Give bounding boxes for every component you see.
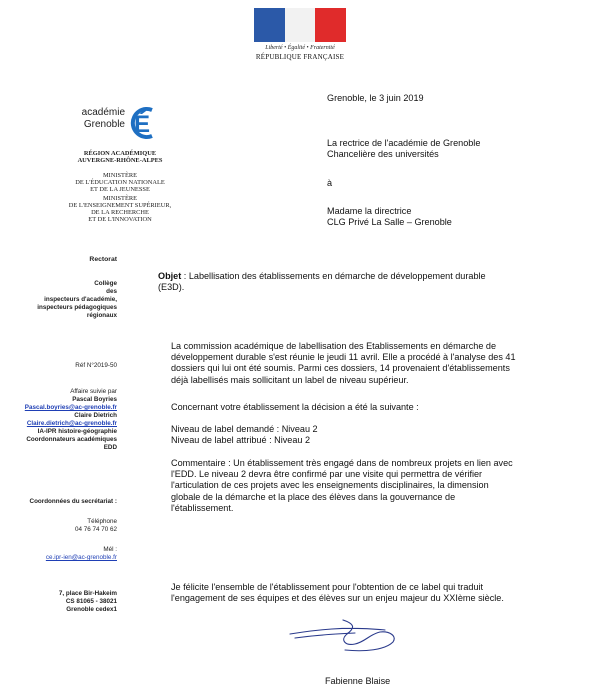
secretariat-label: Coordonnées du secrétariat : bbox=[29, 498, 117, 505]
sender-line: Chancelière des universités bbox=[327, 149, 439, 160]
region-academique bbox=[60, 150, 180, 164]
college-line: inspecteurs d'académie, bbox=[44, 296, 117, 303]
contact-role: EDD bbox=[103, 444, 117, 451]
ministry-line: ET DE L'INNOVATION bbox=[88, 216, 152, 223]
contact-name: Pascal Boyries bbox=[72, 396, 117, 403]
academy-logo-line2: Grenoble bbox=[83, 119, 125, 130]
paragraph-line: l'établissement. bbox=[171, 502, 234, 513]
paragraph-line: globale de la démarche et la place des élèves dans la gouvernance de bbox=[171, 491, 456, 502]
paragraph-line: dossiers qui lui ont été soumis. Parmi ces dossiers, 14 provenaient d'établissements bbox=[171, 363, 510, 374]
republic-name: RÉPUBLIQUE FRANÇAISE bbox=[255, 53, 345, 61]
objet-block bbox=[158, 271, 486, 293]
college-block bbox=[0, 280, 117, 320]
region-line: AUVERGNE-RHÔNE-ALPES bbox=[77, 157, 163, 164]
recipient-block bbox=[327, 206, 452, 228]
recipient-line: Madame la directrice bbox=[327, 206, 412, 216]
academy-logo-letter: É bbox=[134, 111, 151, 138]
contact-email-link[interactable]: Claire.dietrich@ac-grenoble.fr bbox=[26, 420, 117, 427]
paragraph-line: l'engagement de ses équipes et des élèves sur un enjeu majeur du XXIème siècle. bbox=[171, 593, 504, 604]
mail-label: Mél : bbox=[103, 546, 117, 553]
ministry-line: ET DE LA JEUNESSE bbox=[90, 186, 150, 193]
marianne-flag-icon bbox=[254, 8, 346, 42]
paragraph-line: La commission académique de labellisation des Etablissements en démarche de bbox=[171, 341, 497, 351]
paragraph-congratulations bbox=[171, 582, 504, 604]
ministry-line: DE LA RECHERCHE bbox=[91, 209, 149, 216]
paragraph-line: Commentaire : Un établissement très engagé dans de nombreux projets en lien avec bbox=[171, 458, 513, 468]
phone-number: 04 76 74 70 62 bbox=[74, 526, 117, 533]
contact-name: Claire Dietrich bbox=[74, 412, 117, 419]
ministry-line: DE L'ENSEIGNEMENT SUPÉRIEUR, bbox=[68, 202, 172, 209]
academy-logo-line1: académie bbox=[81, 107, 125, 118]
objet-label: Objet bbox=[158, 271, 182, 281]
college-line: régionaux bbox=[86, 312, 117, 319]
paragraph-decision: Concernant votre établissement la décision a été la suivante : bbox=[171, 402, 419, 412]
secretariat-email-link[interactable]: ce.ipr-ien@ac-grenoble.fr bbox=[45, 554, 117, 561]
to-word: à bbox=[327, 178, 333, 188]
contact-role: Coordonnateurs académiques bbox=[26, 436, 117, 443]
contact-role: IA-IPR histoire-géographie bbox=[37, 428, 117, 435]
sender-line: La rectrice de l'académie de Grenoble bbox=[327, 138, 481, 148]
paragraph-line: l'articulation de ces projets avec les enseignements disciplinaires, la dimension bbox=[171, 480, 489, 491]
paragraph-line: déjà labellisés mais sollicitant un label de niveau supérieur. bbox=[171, 374, 409, 385]
affaire-label: Affaire suivie par bbox=[70, 388, 117, 395]
objet-text: : Labellisation des établissements en démarche de développement durable bbox=[181, 271, 486, 281]
academie-grenoble-logo bbox=[81, 96, 165, 146]
paragraph-commission bbox=[171, 341, 516, 386]
reference-number: Réf N°2019-50 bbox=[75, 362, 117, 369]
college-line: Collège bbox=[94, 280, 117, 287]
handwritten-signature bbox=[285, 616, 405, 656]
paragraph-line: Je félicite l'ensemble de l'établissement pour l'obtention de ce label qui traduit bbox=[171, 582, 484, 592]
address-line: CS 81065 - 38021 bbox=[65, 598, 117, 605]
letter-date: Grenoble, le 3 juin 2019 bbox=[327, 93, 424, 103]
college-line: inspecteurs pédagogiques bbox=[37, 304, 117, 311]
mail-block bbox=[0, 546, 117, 562]
address-line: Grenoble cedex1 bbox=[66, 606, 117, 613]
address-line: 7, place Bir-Hakeim bbox=[58, 590, 117, 597]
level-awarded: Niveau de label attribué : Niveau 2 bbox=[171, 435, 311, 446]
paragraph-comment bbox=[171, 458, 513, 514]
contact-block bbox=[0, 388, 117, 452]
ministry-line: MINISTÈRE bbox=[102, 172, 138, 179]
phone-block bbox=[0, 518, 117, 534]
republique-francaise-logo bbox=[253, 8, 347, 66]
republic-motto: Liberté • Égalité • Fraternité bbox=[265, 45, 335, 51]
recipient-line: CLG Privé La Salle – Grenoble bbox=[327, 217, 452, 228]
ministry-line: DE L'ÉDUCATION NATIONALE bbox=[75, 179, 165, 186]
sender-block bbox=[327, 138, 480, 160]
rectorat-label: Rectorat bbox=[89, 256, 117, 263]
region-line: RÉGION ACADÉMIQUE bbox=[83, 150, 157, 157]
paragraph-line: développement durable s'est réunie le jeudi 11 avril. Elle a procédé à l'analyse des 41 bbox=[171, 352, 516, 363]
level-requested: Niveau de label demandé : Niveau 2 bbox=[171, 424, 318, 434]
objet-text: (E3D). bbox=[158, 282, 185, 293]
signatory-name: Fabienne Blaise bbox=[325, 676, 391, 686]
college-line: des bbox=[106, 288, 117, 295]
ministry-line: MINISTÈRE bbox=[102, 195, 138, 202]
paragraph-line: l'EDD. Le niveau 2 devra être confirmé par une visite qui permettra de vérifier bbox=[171, 469, 483, 480]
contact-email-link[interactable]: Pascal.boyries@ac-grenoble.fr bbox=[24, 404, 117, 411]
phone-label: Téléphone bbox=[87, 518, 117, 525]
address-block bbox=[0, 590, 117, 614]
ministry-higher-education bbox=[45, 195, 195, 223]
ministry-education bbox=[60, 172, 180, 193]
paragraph-levels bbox=[171, 424, 318, 446]
academy-e-icon bbox=[128, 96, 158, 142]
